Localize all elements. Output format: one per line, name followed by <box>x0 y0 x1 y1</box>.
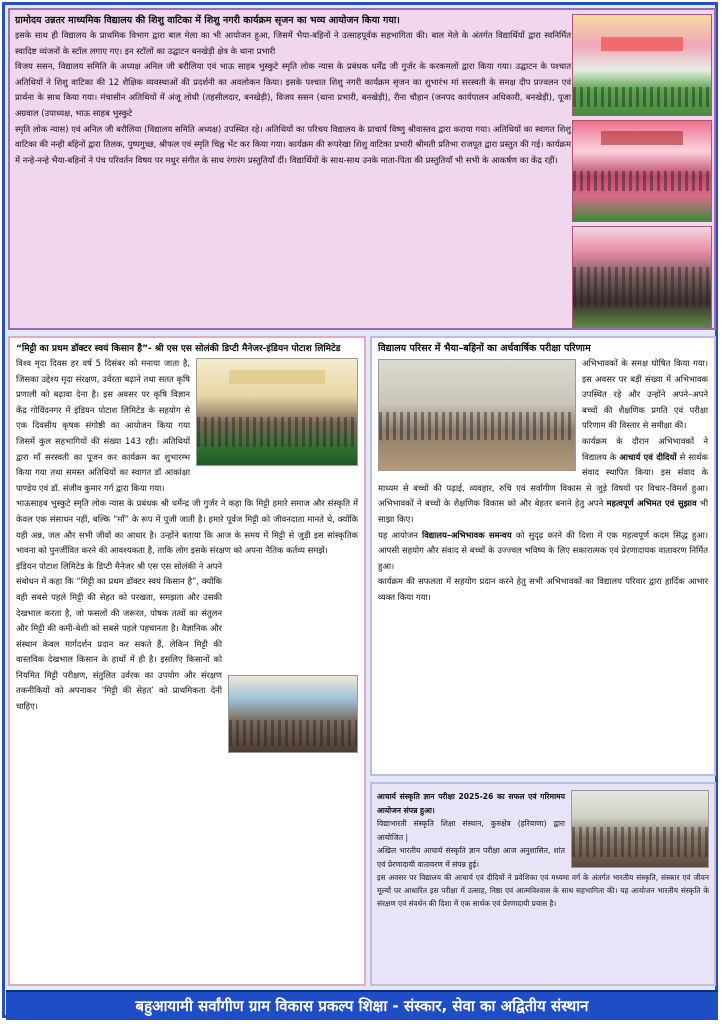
photo-audience <box>572 226 712 328</box>
paragraph: इंडियन पोटाश लिमिटेड के डिप्टी मैनेजर श्री एस एस सोलंकी ने अपने संबोधन में कहा कि “मिट्टी का प्रथम डॉक्टर स्वयं किसान है”, क्योंकि वही सबसे पहले मिट्टी की सेहत को परखता, समझता और उसकी देखभाल करता है, जो फसलों की जरूरत, पोषक तत्वों का संतुलन और मिट्टी की कमी-बेशी को सबसे पहले पहचानता है। वैज्ञानिक और संस्थान केवल मार्गदर्शन प्रदान कर सकते हैं, लेकिन मिट्टी की वास्तविक देखभाल किसान के हाथों में ही है। इसलिए किसानों को नियमित मिट्टी परीक्षण, संतुलित उर्वरक का उपयोग और संरक्षण तकनीकियों को अपनाकर ‘मिट्टी की सेहत’ को प्राथमिकता देनी चाहिए। <box>16 560 222 712</box>
paragraph: विद्याभारती संस्कृति शिक्षा संस्थान, कुरुक्षेत्र (हरियाणा) द्वारा आयोजित | <box>377 819 565 842</box>
paragraph: आचार्य संस्कृति ज्ञान परीक्षा 2025-26 का सफल एवं गरिमामय आयोजन संपन्न हुआ। <box>377 792 565 815</box>
section-culture-exam <box>370 782 716 986</box>
paragraph: भाऊसाहब भुस्कुटे स्मृति लोक न्यास के प्रबंधक श्री धर्मेन्द्र जी गुर्जर ने कहा कि मिट्टी हमारे समाज और संस्कृति में केवल एक संसाधन नहीं, बल्कि “माँ” के रूप में पूजी जाती है। हमारे पूर्वज मिट्टी को जीवनदाता मानते थे, क्योंकि यही अन्न, जल और सभी जीवों का आधार है। उन्होंने बताया कि आज के समय में मिट्टी से जुड़ी इस सांस्कृतिक भावना को पुनर्जीवित करने की आवश्यकता है, ताकि लोग इसके संरक्षण को अपना नैतिक कर्तव्य समझें। <box>16 498 358 556</box>
paragraph: इसके साथ ही विद्यालय के प्राथमिक विभाग द्वारा बाल मेला का भी आयोजन हुआ, जिसमें भैया-बहिनों ने उत्साहपूर्वक सहभागिता की। बाल मेले के अंतर्गत विद्यार्थियों द्वारा स्वनिर्मित स्वादिष्ट व्यंजनों के स्टॉल लगाए गए। इन स्टॉलों का उद्घाटन बनखेड़ी क्षेत्र के थाना प्रभारी <box>15 30 571 56</box>
paragraph: इस अवसर पर विद्यालय की आचार्य एवं दीदियों ने प्रवेशिका एवं मध्यमा वर्ग के अंतर्गत भारतीय संस्कृति, संस्कार एवं जीवन मूल्यों पर आधारित इस परीक्षा में उत्साह, निष्ठा एवं आत्मविश्वास के साथ सहभागिता की। यह आयोजन भारतीय संस्कृति के संरक्षण एवं संवर्धन की दिशा में एक सार्थक एवं प्रेरणादायी प्रयास है। <box>377 873 709 908</box>
paragraph: अभिभावकों के समक्ष घोषित किया गया। इस अवसर पर बड़ी संख्या में अभिभावक उपस्थित रहे और उन्होंने अपने–अपने बच्चों की शैक्षणिक प्रगति एवं परीक्षा परिणाम की विस्तार से समीक्षा की। <box>582 358 708 431</box>
paragraph: स्मृति लोक न्यास) एवं अनिल जी बरौलिया (विद्यालय समिति अध्यक्ष) उपस्थित रहे। अतिथियों का परिचय विद्यालय के प्राचार्य विष्णु श्रीवास्तव द्वारा कराया गया। अतिथियों का स्वागत शिशु वाटिका की नन्ही बहिनों द्वारा तिलक, पुष्पगुच्छ, श्रीफल एवं स्मृति चिह्न भेंट कर किया गया। कार्यक्रम की रूपरेखा शिशु वाटिका प्रभारी श्रीमती प्रतिभा राजपूत द्वारा प्रस्तुत की गई। कार्यक्रम में नन्हे-नन्हे भैया-बहिनों ने पंच परिवर्तन विषय पर मधुर संगीत के साथ रंगारंग प्रस्तुतियाँ दीं। विद्यार्थियों के साथ-साथ उनके माता-पिता की प्रस्तुतियाँ भी सभी के आकर्षण का केंद्र रहीं। <box>15 123 571 165</box>
section-soil-day <box>8 336 366 986</box>
photo-stack <box>572 14 710 330</box>
photo-stage-decoration <box>572 14 712 116</box>
photo-seminar-group <box>196 358 358 466</box>
photo-exam-hall <box>571 790 709 868</box>
paragraph: यह आयोजन विद्यालय–अभिभावक समन्वय को सुदृढ़ करने की दिशा में एक महत्वपूर्ण कदम सिद्ध हुआ। आपसी सहयोग और संवाद से बच्चों के उज्ज्वल भविष्य के लिए सकारात्मक एवं प्रेरणादायक वातावरण निर्मित हुआ। <box>378 529 708 571</box>
paragraph: कार्यक्रम के दौरान अभिभावकों ने विद्यालय के आचार्य एवं दीदियों से सार्थक संवाद स्थापित किया। इस संवाद के माध्यम से बच्चों की पढ़ाई, व्यवहार, रुचि एवं सर्वांगीण विकास से जुड़े विषयों पर विचार–विमर्श हुआ। अभिभावकों ने बच्चों के शैक्षणिक विकास को और बेहतर बनाने हेतु अपने महत्वपूर्ण अभिमत एवं सुझाव भी साझा किए। <box>378 435 708 524</box>
paragraph: कार्यक्रम की सफलता में सहयोग प्रदान करने हेतु सभी अभिभावकों का विद्यालय परिवार द्वारा हार्दिक आभार व्यक्त किया गया। <box>378 576 708 602</box>
paragraph: अखिल भारतीय आचार्य संस्कृति ज्ञान परीक्षा आज अनुशासित, शांत एवं प्रेरणादायी वातावरण में संपन्न हुई। <box>377 846 565 869</box>
footer-banner: बहुआयामी सर्वांगीण ग्राम विकास प्रकल्प शिक्षा - संस्कार, सेवा का अद्वितीय संस्थान <box>6 990 718 1020</box>
section-shishu-nagari <box>8 8 716 330</box>
photo-parents-meeting <box>378 359 576 471</box>
section-title: “मिट्टी का प्रथम डॉक्टर स्वयं किसान है”- श्री एस एस सोलंकी डिप्टी मैनेजर-इंडियन पोटाश लिमिटेड <box>16 344 341 354</box>
photo-stage-performance <box>572 120 712 222</box>
paragraph: विजय ससन, विद्यालय समिति के अध्यक्ष अनिल जी बरौलिया एवं भाऊ साहब भुस्कुटे स्मृति लोक न्यास के प्रबंधक धर्मेंद्र जी गुर्जर के करकमलों द्वारा किया गया। उद्घाटन के पश्चात अतिथियों ने शिशु वाटिका की 12 शैक्षिक व्यवस्थाओं की प्रदर्शनी का अवलोकन किया। इसके पश्चात शिशु नगरी कार्यक्रम सृजन का शुभारंभ मां सरस्वती के समक्ष दीप प्रज्वलन एवं प्रार्थना के साथ किया गया। मंचासीन अतिथियों में अंजू लोधी (तहसीलदार, बनखेड़ी), विजय ससन (थाना प्रभारी, बनखेड़ी), रीना चौहान (जनपद कार्यपालन अधिकारी, बनखेड़ी), पूजा अग्रवाल (उपाध्यक्ष, भाऊ साहब भुस्कुटे <box>15 61 571 118</box>
paragraph: विश्व मृदा दिवस हर वर्ष 5 दिसंबर को मनाया जाता है, जिसका उद्देश्य मृदा संरक्षण, उर्वरता बढ़ाने तथा सतत कृषि प्रणाली को बढ़ावा देना है। इस अवसर पर कृषि विज्ञान केंद्र गोविंदनगर में इंडियन पोटाश लिमिटेड के सहयोग से एक दिवसीय कृषक संगोष्ठी का आयोजन किया गया जिसमें कुल सहभागियों की संख्या 143 रही। अतिथियों द्वारा माँ सरस्वती का पूजन कर कार्यक्रम का शुभारम्भ किया गया तथा समस्त अतिथियों का स्वागत डॉ आकांक्षा पाण्डेय एवं डॉ. संजीव कुमार गर्ग द्वारा किया गया। <box>16 358 190 493</box>
section-exam-result <box>370 336 716 776</box>
section-title: विद्यालय परिसर में भैया–बहिनों का अर्धवार्षिक परीक्षा परिणाम <box>378 343 591 354</box>
photo-seminar-audience <box>228 675 358 753</box>
section-title: ग्रामोदय उन्नतर माध्यमिक विद्यालय की शिशु वाटिका में शिशु नगरी कार्यक्रम सृजन का भव्य आयोजन किया गया। <box>15 15 400 26</box>
